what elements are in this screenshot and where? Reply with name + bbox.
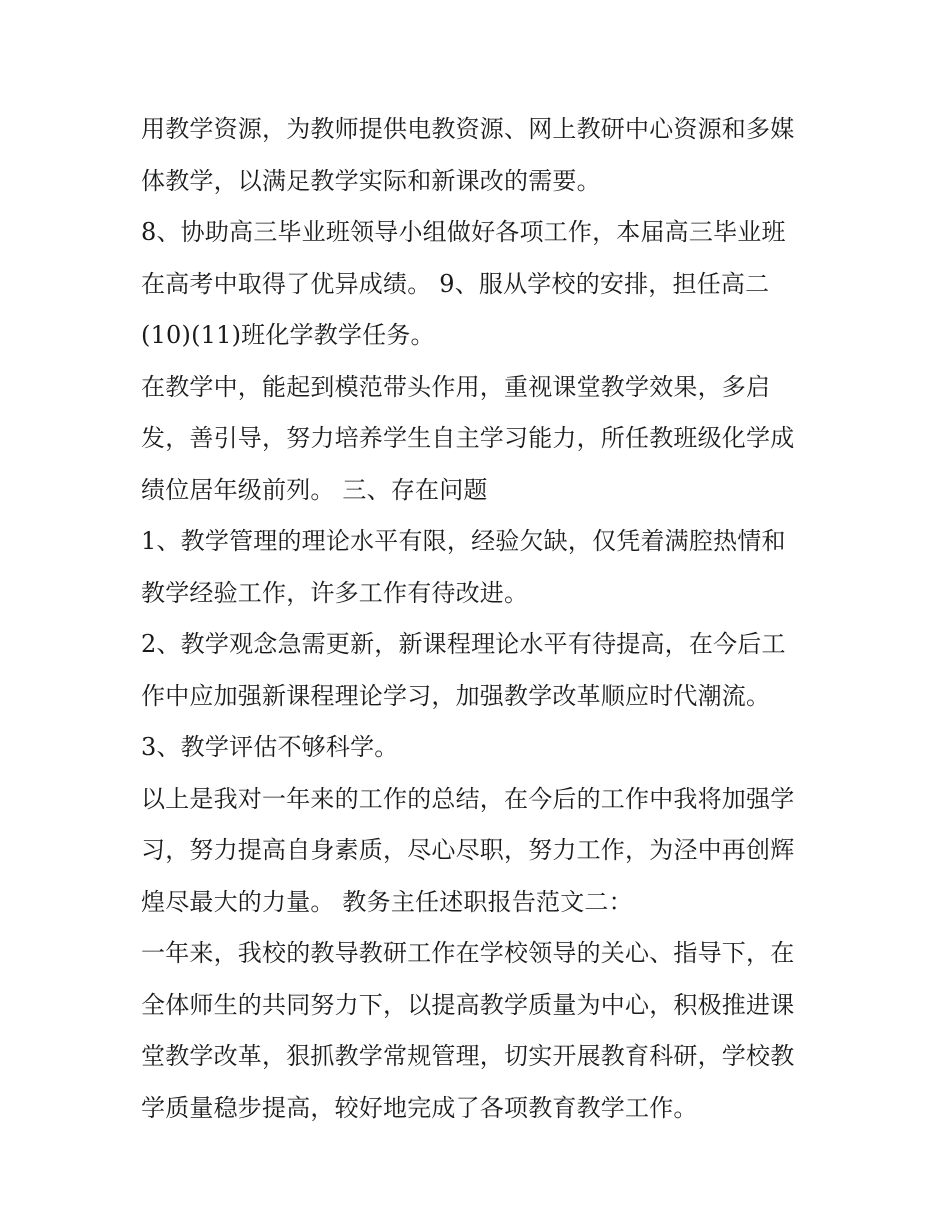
text-line: 用教学资源，为教师提供电教资源、网上教研中心资源和多媒 bbox=[141, 115, 795, 143]
text-line: 体教学，以满足教学实际和新课改的需要。 bbox=[141, 166, 601, 195]
text-line: 在教学中，能起到模范带头作用，重视课堂教学效果，多启 bbox=[141, 372, 771, 401]
text-line: 全体师生的共同努力下，以提高教学质量为中心，积极推进课 bbox=[141, 990, 795, 1019]
text-line: (10)(11)班化学教学任务。 bbox=[141, 321, 435, 349]
text-line: 堂教学改革，狠抓教学常规管理，切实开展教育科研，学校教 bbox=[141, 1042, 795, 1070]
text-line: 2、教学观念急需更新，新课程理论水平有待提高，在今后工 bbox=[141, 630, 786, 658]
text-line: 习，努力提高自身素质，尽心尽职，努力工作，为泾中再创辉 bbox=[141, 836, 795, 864]
body-text bbox=[141, 104, 831, 1134]
text-line: 1、教学管理的理论水平有限，经验欠缺，仅凭着满腔热情和 bbox=[141, 527, 786, 555]
text-line: 一年来，我校的教导教研工作在学校领导的关心、指导下，在 bbox=[141, 939, 795, 967]
text-line: 学质量稳步提高，较好地完成了各项教育教学工作。 bbox=[141, 1093, 698, 1122]
text-line: 教学经验工作，许多工作有待改进。 bbox=[141, 578, 529, 607]
text-line: 作中应加强新课程理论学习，加强教学改革顺应时代潮流。 bbox=[141, 681, 771, 710]
text-line: 煌尽最大的力量。 教务主任述职报告范文二： bbox=[141, 887, 633, 916]
text-line: 3、教学评估不够科学。 bbox=[141, 733, 399, 761]
text-line: 发，善引导，努力培养学生自主学习能力，所任教班级化学成 bbox=[141, 424, 795, 452]
text-line: 在高考中取得了优异成绩。 9、服从学校的安排，担任高二 bbox=[141, 269, 770, 298]
text-line: 绩位居年级前列。 三、存在问题 bbox=[141, 475, 488, 504]
text-line: 8、协助高三毕业班领导小组做好各项工作，本届高三毕业班 bbox=[141, 218, 786, 246]
text-line: 以上是我对一年来的工作的总结，在今后的工作中我将加强学 bbox=[141, 784, 795, 813]
